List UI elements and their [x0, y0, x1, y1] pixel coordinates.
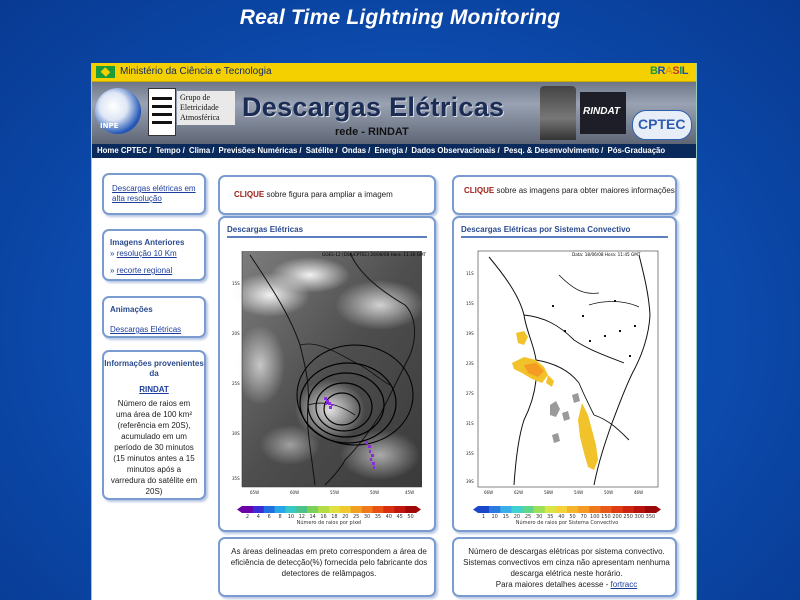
svg-text:35S: 35S	[232, 476, 240, 481]
svg-text:31S: 31S	[466, 421, 474, 426]
colorbar-segment	[307, 506, 318, 513]
colorbar-segment	[556, 506, 567, 513]
colorbar-segment	[296, 506, 307, 513]
more-details-label: Para maiores detalhes acesse -	[495, 580, 609, 589]
colorbar-segment	[383, 506, 394, 513]
svg-text:54W: 54W	[574, 490, 584, 495]
lightning-map-header: GOES-12 (DSA/CPTEC) 20/08/08 Hora: 11:30 GMT	[322, 252, 427, 257]
colorbar-tick-label: 14	[309, 514, 316, 520]
colorbar-segment	[500, 506, 511, 513]
colorbar-tick-label: 45	[396, 514, 403, 520]
nav-item-ondas[interactable]: Ondas	[341, 146, 367, 155]
colorbar-segment	[318, 506, 329, 513]
site-banner	[92, 82, 696, 144]
colorbar-tick-label: 15	[502, 514, 509, 520]
colorbar-segment	[589, 506, 600, 513]
convective-panel	[452, 216, 677, 532]
svg-text:23S: 23S	[466, 361, 474, 366]
svg-text:19S: 19S	[466, 331, 474, 336]
tower-icon	[540, 86, 576, 140]
colorbar-tick-label: 10	[491, 514, 498, 520]
lightning-footer-box	[218, 537, 436, 597]
colorbar-segment	[645, 506, 656, 513]
colorbar-end-right	[656, 506, 661, 513]
colorbar-tick-label: 20	[513, 514, 521, 520]
nav-item-satelite[interactable]: Satélite	[305, 146, 334, 155]
colorbar-tick-label: 30	[536, 514, 543, 520]
colorbar-tick-label: 150	[601, 514, 611, 520]
ministry-bar	[92, 63, 696, 82]
svg-text:46W: 46W	[634, 490, 644, 495]
colorbar-segment	[253, 506, 264, 513]
colorbar-segment	[612, 506, 623, 513]
lightning-panel	[218, 216, 436, 532]
arrow-icon: »	[110, 249, 115, 258]
nav-item-pesquisa[interactable]: Pesq. & Desenvolvimento	[503, 146, 600, 155]
colorbar-tick-label: 350	[645, 514, 656, 520]
colorbar-tick-label: 50	[407, 514, 414, 520]
colorbar-tick-label: 70	[580, 514, 587, 520]
colorbar-tick-label: 35	[547, 514, 554, 520]
svg-text:25S: 25S	[232, 381, 240, 386]
svg-text:55W: 55W	[330, 490, 340, 495]
previous-images-box	[102, 229, 206, 281]
colorbar-tick-label: 250	[623, 514, 633, 520]
svg-text:20S: 20S	[232, 331, 240, 336]
lightning-colorbar	[234, 504, 424, 526]
colorbar-tick-label: 200	[612, 514, 622, 520]
inpe-label: INPE	[100, 122, 119, 130]
nav-item-pos[interactable]: Pós-Graduação	[607, 146, 666, 155]
animations-box	[102, 296, 206, 338]
colorbar-segment	[394, 506, 405, 513]
convective-footer-text: Número de descargas elétricas por sistema convectivo. Sistemas convectivos em cinza não apresentam nenhuma descarga elétrica neste horário.	[463, 547, 670, 578]
nav-item-tempo[interactable]: Tempo	[155, 146, 181, 155]
colorbar-caption: Número de raios por Sistema Convectivo	[515, 520, 619, 526]
lightning-map-image[interactable]	[230, 245, 428, 502]
colorbar-tick-label: 25	[524, 514, 532, 520]
cptec-logo[interactable]: CPTEC	[632, 110, 692, 140]
colorbar-tick-label: 100	[590, 514, 600, 520]
info-heading: Informações provenientes da	[104, 359, 204, 378]
svg-text:60W: 60W	[290, 490, 300, 495]
click-label: CLIQUE	[464, 186, 495, 195]
animations-heading: Animações	[110, 305, 153, 314]
colorbar-tick-label: 18	[331, 514, 338, 520]
svg-text:45W: 45W	[405, 490, 415, 495]
svg-text:30S: 30S	[232, 431, 240, 436]
colorbar-segment	[567, 506, 578, 513]
group-label: Grupo de Eletricidade Atmosférica	[177, 91, 235, 125]
colorbar-tick-label: 50	[569, 514, 576, 520]
colorbar-segment	[264, 506, 275, 513]
svg-text:11S: 11S	[466, 271, 474, 276]
colorbar-segment	[351, 506, 362, 513]
colorbar-segment	[623, 506, 634, 513]
convective-panel-title: Descargas Elétricas por Sistema Convectivo	[461, 225, 631, 234]
nav-item-clima[interactable]: Clima	[188, 146, 211, 155]
banner-subtitle: rede - RINDAT	[335, 126, 409, 138]
colorbar-segment	[286, 506, 297, 513]
convective-footer-box	[452, 537, 677, 597]
colorbar-segment	[534, 506, 545, 513]
hi-res-box	[102, 173, 206, 215]
convective-map-image[interactable]	[464, 245, 666, 502]
colorbar-tick-label: 12	[298, 514, 305, 520]
brasil-logo[interactable]: BRASIL	[650, 65, 688, 77]
colorbar-segment	[340, 506, 351, 513]
left-caption-box	[218, 175, 436, 215]
colorbar-tick-label: 30	[363, 514, 371, 520]
lightning-map-svg[interactable]	[230, 245, 428, 497]
colorbar-end-left	[237, 506, 242, 513]
colorbar-segment	[523, 506, 534, 513]
convective-map-svg[interactable]	[464, 245, 666, 497]
colorbar-end-right	[416, 506, 421, 513]
nav-item-previsoes[interactable]: Previsões Numéricas	[218, 146, 298, 155]
svg-text:62W: 62W	[514, 490, 524, 495]
colorbar-tick-label: 10	[287, 514, 295, 520]
colorbar-tick-label: 40	[558, 514, 565, 520]
gea-logo-icon[interactable]	[148, 88, 176, 136]
colorbar-tick-label: 16	[320, 514, 327, 520]
svg-text:15S: 15S	[232, 281, 240, 286]
info-description: Número de raios em uma área de 100 km² (referência em 20S), acumulado em um período de 30 minutos (15 minutos antes a 15 minutos após a varredura do satélite em 20S)	[110, 399, 198, 496]
colorbar-segment	[511, 506, 522, 513]
main-nav: Home CPTEC / Tempo / Clima / Previsões Numéricas / Satélite / Ondas / Energia / Dados Observacionais / Pesq. & Desenvolvimento / Pós-Graduação	[92, 144, 696, 158]
colorbar-segment	[578, 506, 589, 513]
colorbar-tick-label: 6	[267, 514, 271, 520]
rindat-logo[interactable]: RINDAT	[580, 92, 626, 134]
convective-colorbar	[470, 504, 664, 526]
svg-text:66W: 66W	[484, 490, 494, 495]
colorbar-segment	[405, 506, 416, 513]
svg-text:39S: 39S	[466, 479, 474, 484]
svg-text:65W: 65W	[250, 490, 260, 495]
svg-text:50W: 50W	[604, 490, 614, 495]
colorbar-tick-label: 40	[385, 514, 392, 520]
regional-crop-link[interactable]: recorte regional	[116, 266, 173, 275]
colorbar-segment	[634, 506, 645, 513]
lightning-panel-title: Descargas Elétricas	[227, 225, 304, 234]
right-caption-text: sobre as imagens para obter maiores informações	[496, 186, 675, 195]
colorbar-tick-label: 1	[481, 514, 486, 520]
slide-title: Real Time Lightning Monitoring	[239, 6, 561, 29]
svg-text:58W: 58W	[544, 490, 554, 495]
svg-text:50W: 50W	[370, 490, 380, 495]
colorbar-segment	[600, 506, 611, 513]
previous-images-heading: Imagens Anteriores	[110, 238, 185, 247]
colorbar-tick-label: 4	[256, 514, 260, 520]
info-box	[102, 350, 206, 500]
colorbar-end-left	[473, 506, 478, 513]
lightning-footer-text: As áreas delineadas em preto correspondem a área de eficiência de detecção(%) fornecida pelo fabricante dos detectores de relâmpagos.	[230, 547, 428, 578]
colorbar-tick-label: 20	[342, 514, 349, 520]
rindat-link[interactable]: RINDAT	[139, 385, 169, 394]
convective-map-header: Data: 18/06/08 Hora: 11:45 GMT	[572, 252, 641, 257]
colorbar-segment	[373, 506, 384, 513]
colorbar-tick-label: 35	[374, 514, 382, 520]
svg-text:27S: 27S	[466, 391, 474, 396]
svg-text:15S: 15S	[466, 301, 474, 306]
brazil-flag-icon	[96, 66, 115, 78]
colorbar-segment	[242, 506, 253, 513]
screenshot-page	[91, 63, 697, 600]
nav-item-home[interactable]: Home CPTEC	[97, 146, 148, 155]
colorbar-tick-label: 300	[634, 514, 645, 520]
arrow-icon: »	[110, 266, 115, 275]
animations-link[interactable]: Descargas Elétricas	[110, 325, 182, 334]
banner-title: Descargas Elétricas	[242, 92, 505, 122]
hi-res-link[interactable]: Descargas elétricas em alta resolução	[112, 184, 196, 203]
colorbar-segment	[329, 506, 340, 513]
nav-item-energia[interactable]: Energia	[374, 146, 404, 155]
colorbar-segment	[478, 506, 489, 513]
click-label: CLIQUE	[234, 190, 265, 199]
colorbar-tick-label: 8	[278, 514, 282, 520]
fortracc-link[interactable]: fortracc	[610, 580, 638, 589]
colorbar-tick-label: 25	[353, 514, 360, 520]
res-10km-link[interactable]: resolução 10 Km	[116, 249, 177, 258]
colorbar-segment	[545, 506, 556, 513]
colorbar-segment	[362, 506, 373, 513]
left-caption-text: sobre figura para ampliar a imagem	[266, 190, 393, 199]
right-caption-box	[452, 175, 677, 215]
svg-text:35S: 35S	[466, 451, 474, 456]
colorbar-tick-label: 2	[245, 514, 250, 520]
colorbar-caption: Número de raios por pixel	[296, 520, 362, 526]
nav-item-dados[interactable]: Dados Observacionais	[411, 146, 496, 155]
colorbar-segment	[275, 506, 286, 513]
ministry-label[interactable]: Ministério da Ciência e Tecnologia	[120, 66, 272, 77]
colorbar-segment	[489, 506, 500, 513]
